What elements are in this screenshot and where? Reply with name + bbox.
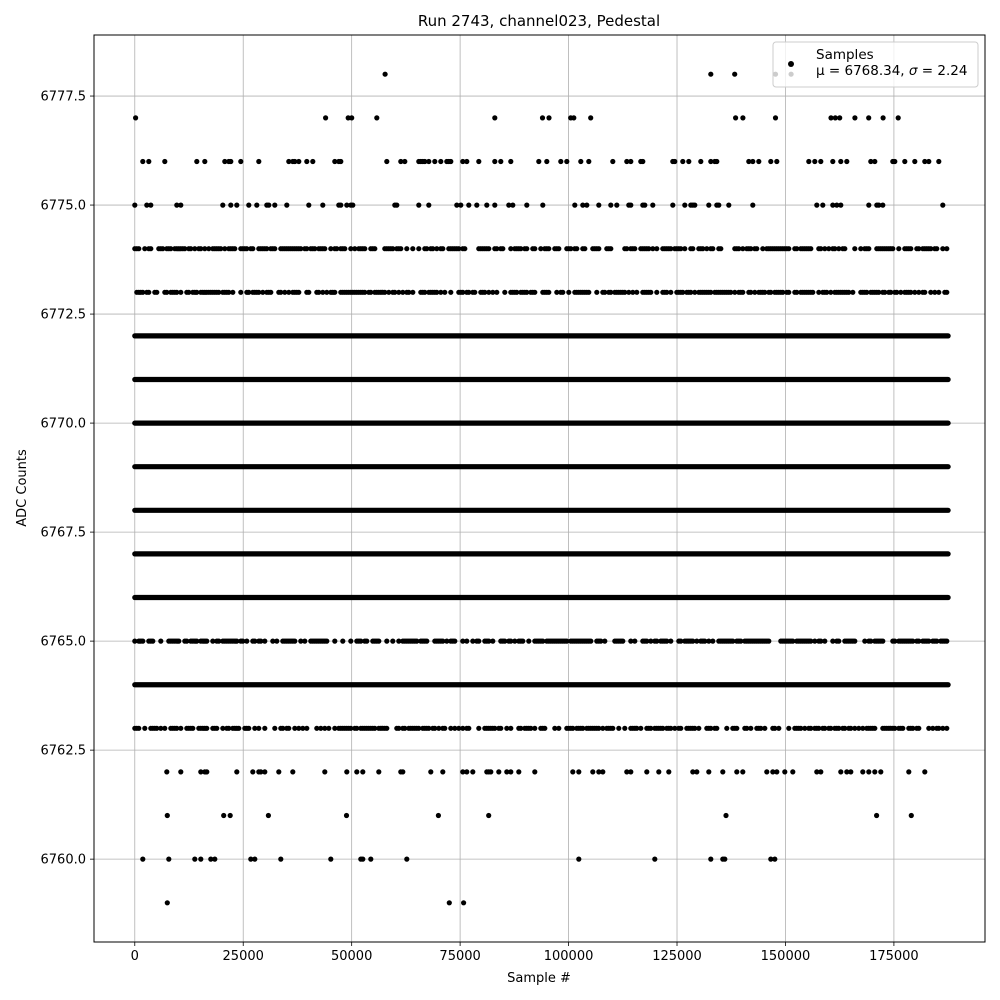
sample-band bbox=[132, 420, 951, 425]
legend-marker bbox=[788, 61, 794, 67]
y-tick-label: 6770.0 bbox=[40, 416, 86, 432]
y-axis-label: ADC Counts bbox=[15, 449, 30, 527]
sample-point bbox=[374, 115, 379, 120]
sample-point bbox=[874, 813, 879, 818]
sample-point bbox=[461, 900, 466, 905]
sample-point bbox=[228, 813, 233, 818]
sample-point bbox=[165, 900, 170, 905]
legend-stats-symbol: σ bbox=[908, 63, 918, 79]
sample-point bbox=[881, 115, 886, 120]
legend-stats-suffix: = 2.24 bbox=[917, 63, 968, 79]
sample-point bbox=[732, 72, 737, 77]
sample-point bbox=[447, 900, 452, 905]
sample-band bbox=[132, 377, 951, 382]
y-tick-label: 6777.5 bbox=[40, 89, 86, 105]
sample-point bbox=[909, 813, 914, 818]
y-tick-label: 6762.5 bbox=[40, 743, 86, 759]
sample-point bbox=[733, 115, 738, 120]
sample-band bbox=[132, 508, 951, 513]
sample-point bbox=[540, 115, 545, 120]
x-tick-label: 100000 bbox=[543, 949, 594, 964]
y-tick-label: 6760.0 bbox=[40, 852, 86, 868]
x-tick-label: 125000 bbox=[652, 949, 702, 964]
y-tick-label: 6767.5 bbox=[40, 525, 86, 541]
sample-point bbox=[571, 115, 576, 120]
sample-point bbox=[221, 813, 226, 818]
x-tick-label: 0 bbox=[130, 949, 139, 964]
sample-point bbox=[852, 115, 857, 120]
sample-point bbox=[740, 115, 745, 120]
x-tick-label: 150000 bbox=[760, 949, 811, 964]
sample-point bbox=[486, 813, 491, 818]
sample-points-level bbox=[134, 290, 949, 295]
x-tick-label: 75000 bbox=[439, 949, 481, 964]
sample-point bbox=[133, 115, 138, 120]
sample-band bbox=[132, 464, 951, 469]
sample-point bbox=[349, 115, 354, 120]
x-tick-label: 50000 bbox=[330, 949, 373, 964]
sample-point bbox=[344, 813, 349, 818]
sample-point bbox=[546, 115, 551, 120]
sample-point bbox=[723, 813, 728, 818]
sample-point bbox=[266, 813, 271, 818]
legend-series-name: Samples bbox=[816, 47, 874, 63]
y-tick-label: 6775.0 bbox=[40, 198, 86, 214]
sample-point bbox=[708, 72, 713, 77]
sample-band bbox=[132, 333, 951, 338]
sample-point bbox=[866, 115, 871, 120]
legend-series-stats bbox=[816, 63, 967, 79]
sample-band bbox=[132, 682, 951, 687]
chart-title: Run 2743, channel023, Pedestal bbox=[417, 12, 661, 30]
y-tick-label: 6765.0 bbox=[40, 634, 86, 650]
sample-point bbox=[773, 115, 778, 120]
y-tick-label: 6772.5 bbox=[40, 307, 86, 323]
sample-point bbox=[436, 813, 441, 818]
sample-point bbox=[837, 115, 842, 120]
x-tick-label: 175000 bbox=[869, 949, 919, 964]
sample-band bbox=[132, 551, 951, 556]
legend bbox=[773, 42, 978, 87]
sample-point bbox=[896, 115, 901, 120]
sample-point bbox=[383, 72, 388, 77]
legend-stats-prefix: μ = 6768.34, bbox=[816, 63, 909, 79]
sample-point bbox=[323, 115, 328, 120]
sample-point bbox=[588, 115, 593, 120]
sample-point bbox=[492, 115, 497, 120]
sample-band bbox=[132, 595, 951, 600]
sample-point bbox=[165, 813, 170, 818]
x-tick-label: 25000 bbox=[222, 949, 264, 964]
x-axis-label: Sample # bbox=[507, 971, 571, 986]
